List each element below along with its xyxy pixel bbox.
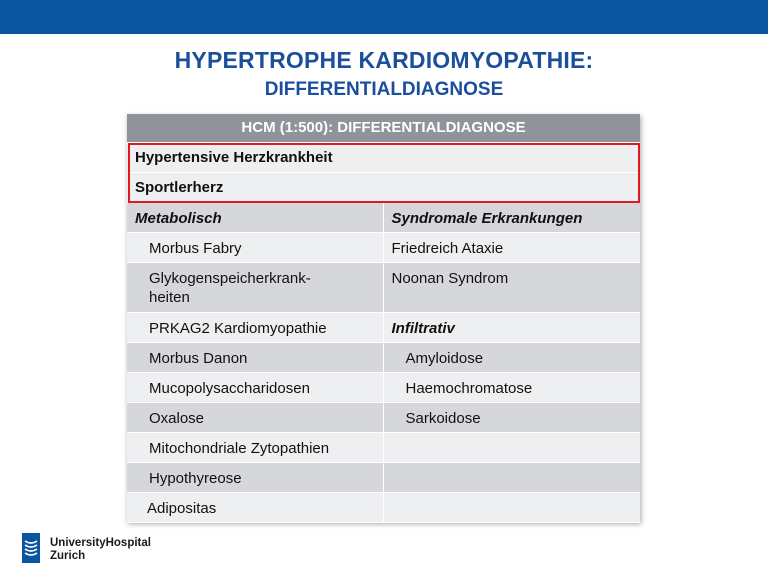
logo-text: UniversityHospital Zurich bbox=[50, 537, 151, 562]
table-cell: Oxalose bbox=[127, 403, 383, 433]
table-cell: Mitochondriale Zytopathien bbox=[127, 433, 383, 463]
table-cell: Hypothyreose bbox=[127, 463, 383, 493]
table-cell: Sarkoidose bbox=[383, 403, 640, 433]
highlight-frame bbox=[128, 143, 640, 203]
slide-title: HYPERTROPHE KARDIOMYOPATHIE: bbox=[174, 47, 594, 73]
university-hospital-logo-icon bbox=[22, 533, 40, 563]
table-cell: Infiltrativ bbox=[383, 313, 640, 343]
table-header: HCM (1:500): DIFFERENTIALDIAGNOSE bbox=[127, 114, 640, 143]
table-cell: Amyloidose bbox=[383, 343, 640, 373]
table-cell: Adipositas bbox=[127, 493, 383, 523]
highlighted-row: Hypertensive Herzkrankheit bbox=[127, 143, 640, 173]
highlighted-row: Sportlerherz bbox=[127, 173, 640, 203]
table-cell bbox=[383, 433, 640, 463]
slide-subtitle: DIFFERENTIALDIAGNOSE bbox=[264, 79, 504, 100]
table-cell: Friedreich Ataxie bbox=[383, 233, 640, 263]
table-cell: Haemochromatose bbox=[383, 373, 640, 403]
column-header-syndromic: Syndromale Erkrankungen bbox=[383, 203, 640, 233]
table-cell: Mucopolysaccharidosen bbox=[127, 373, 383, 403]
table-cell: Morbus Danon bbox=[127, 343, 383, 373]
column-header-metabolic: Metabolisch bbox=[127, 203, 383, 233]
table-cell: PRKAG2 Kardiomyopathie bbox=[127, 313, 383, 343]
table-cell: Glykogenspeicherkrank- heiten bbox=[127, 263, 383, 313]
table-cell bbox=[383, 493, 640, 523]
table-cell: Morbus Fabry bbox=[127, 233, 383, 263]
table-cell bbox=[383, 463, 640, 493]
table-cell: Noonan Syndrom bbox=[383, 263, 640, 313]
top-bar bbox=[0, 0, 768, 34]
